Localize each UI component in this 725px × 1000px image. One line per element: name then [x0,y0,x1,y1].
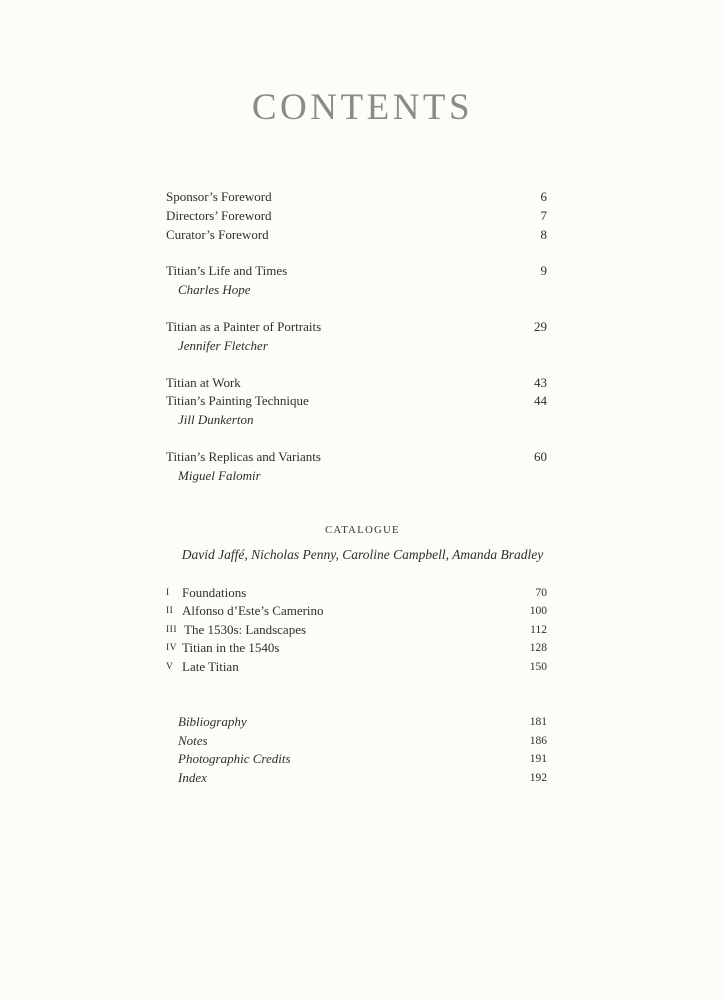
section-page: 100 [529,605,547,617]
back-matter-page: 181 [529,716,547,728]
back-matter-page: 192 [529,772,547,784]
toc-entry-page: 29 [534,319,547,334]
back-matter-page: 191 [529,753,547,765]
page-title: CONTENTS [251,87,474,128]
catalogue-authors: David Jaffé, Nicholas Penny, Caroline Campbell, Amanda Bradley [181,547,544,562]
back-matter-title: Notes [178,733,208,748]
toc-entry-title: Titian’s Replicas and Variants [166,449,321,464]
section-title: Foundations [182,585,247,600]
section-title: Alfonso d’Este’s Camerino [182,603,324,618]
section-number: III [166,625,177,635]
toc-entry-title: Curator’s Foreword [166,227,269,242]
toc-entry-page: 7 [540,208,547,223]
toc-entry-author: Jennifer Fletcher [178,338,268,353]
toc-entry-title: Titian’s Painting Technique [166,393,309,408]
toc-entry-page: 44 [534,393,547,408]
section-title: The 1530s: Landscapes [184,622,307,637]
toc-entry-title: Titian as a Painter of Portraits [166,319,322,334]
toc-entry-author: Charles Hope [178,282,251,297]
section-page: 70 [535,587,547,599]
section-number: V [166,662,174,672]
toc-entry-page: 60 [534,449,547,464]
toc-entry-page: 9 [540,263,547,278]
toc-entry-title: Directors’ Foreword [166,208,272,223]
toc-entry-author: Jill Dunkerton [178,412,254,427]
back-matter-title: Index [178,770,207,785]
back-matter-title: Bibliography [178,714,247,729]
section-title: Titian in the 1540s [182,640,280,655]
toc-entry-page: 6 [540,189,547,204]
section-number: II [166,606,174,616]
section-title: Late Titian [182,659,239,674]
toc-entry-title: Sponsor’s Foreword [166,189,272,204]
toc-entry-title: Titian’s Life and Times [166,263,288,278]
toc-entry-title: Titian at Work [166,375,241,390]
toc-entry-page: 43 [534,375,547,390]
back-matter-title: Photographic Credits [178,751,291,766]
toc-entry-page: 8 [540,227,547,242]
section-number: IV [166,643,178,653]
section-page: 128 [529,642,547,654]
toc-entry-author: Miguel Falomir [178,468,261,483]
back-matter-page: 186 [529,735,547,747]
catalogue-heading: CATALOGUE [325,525,400,536]
section-page: 112 [530,624,547,636]
section-page: 150 [529,661,547,673]
section-number: I [166,588,170,598]
